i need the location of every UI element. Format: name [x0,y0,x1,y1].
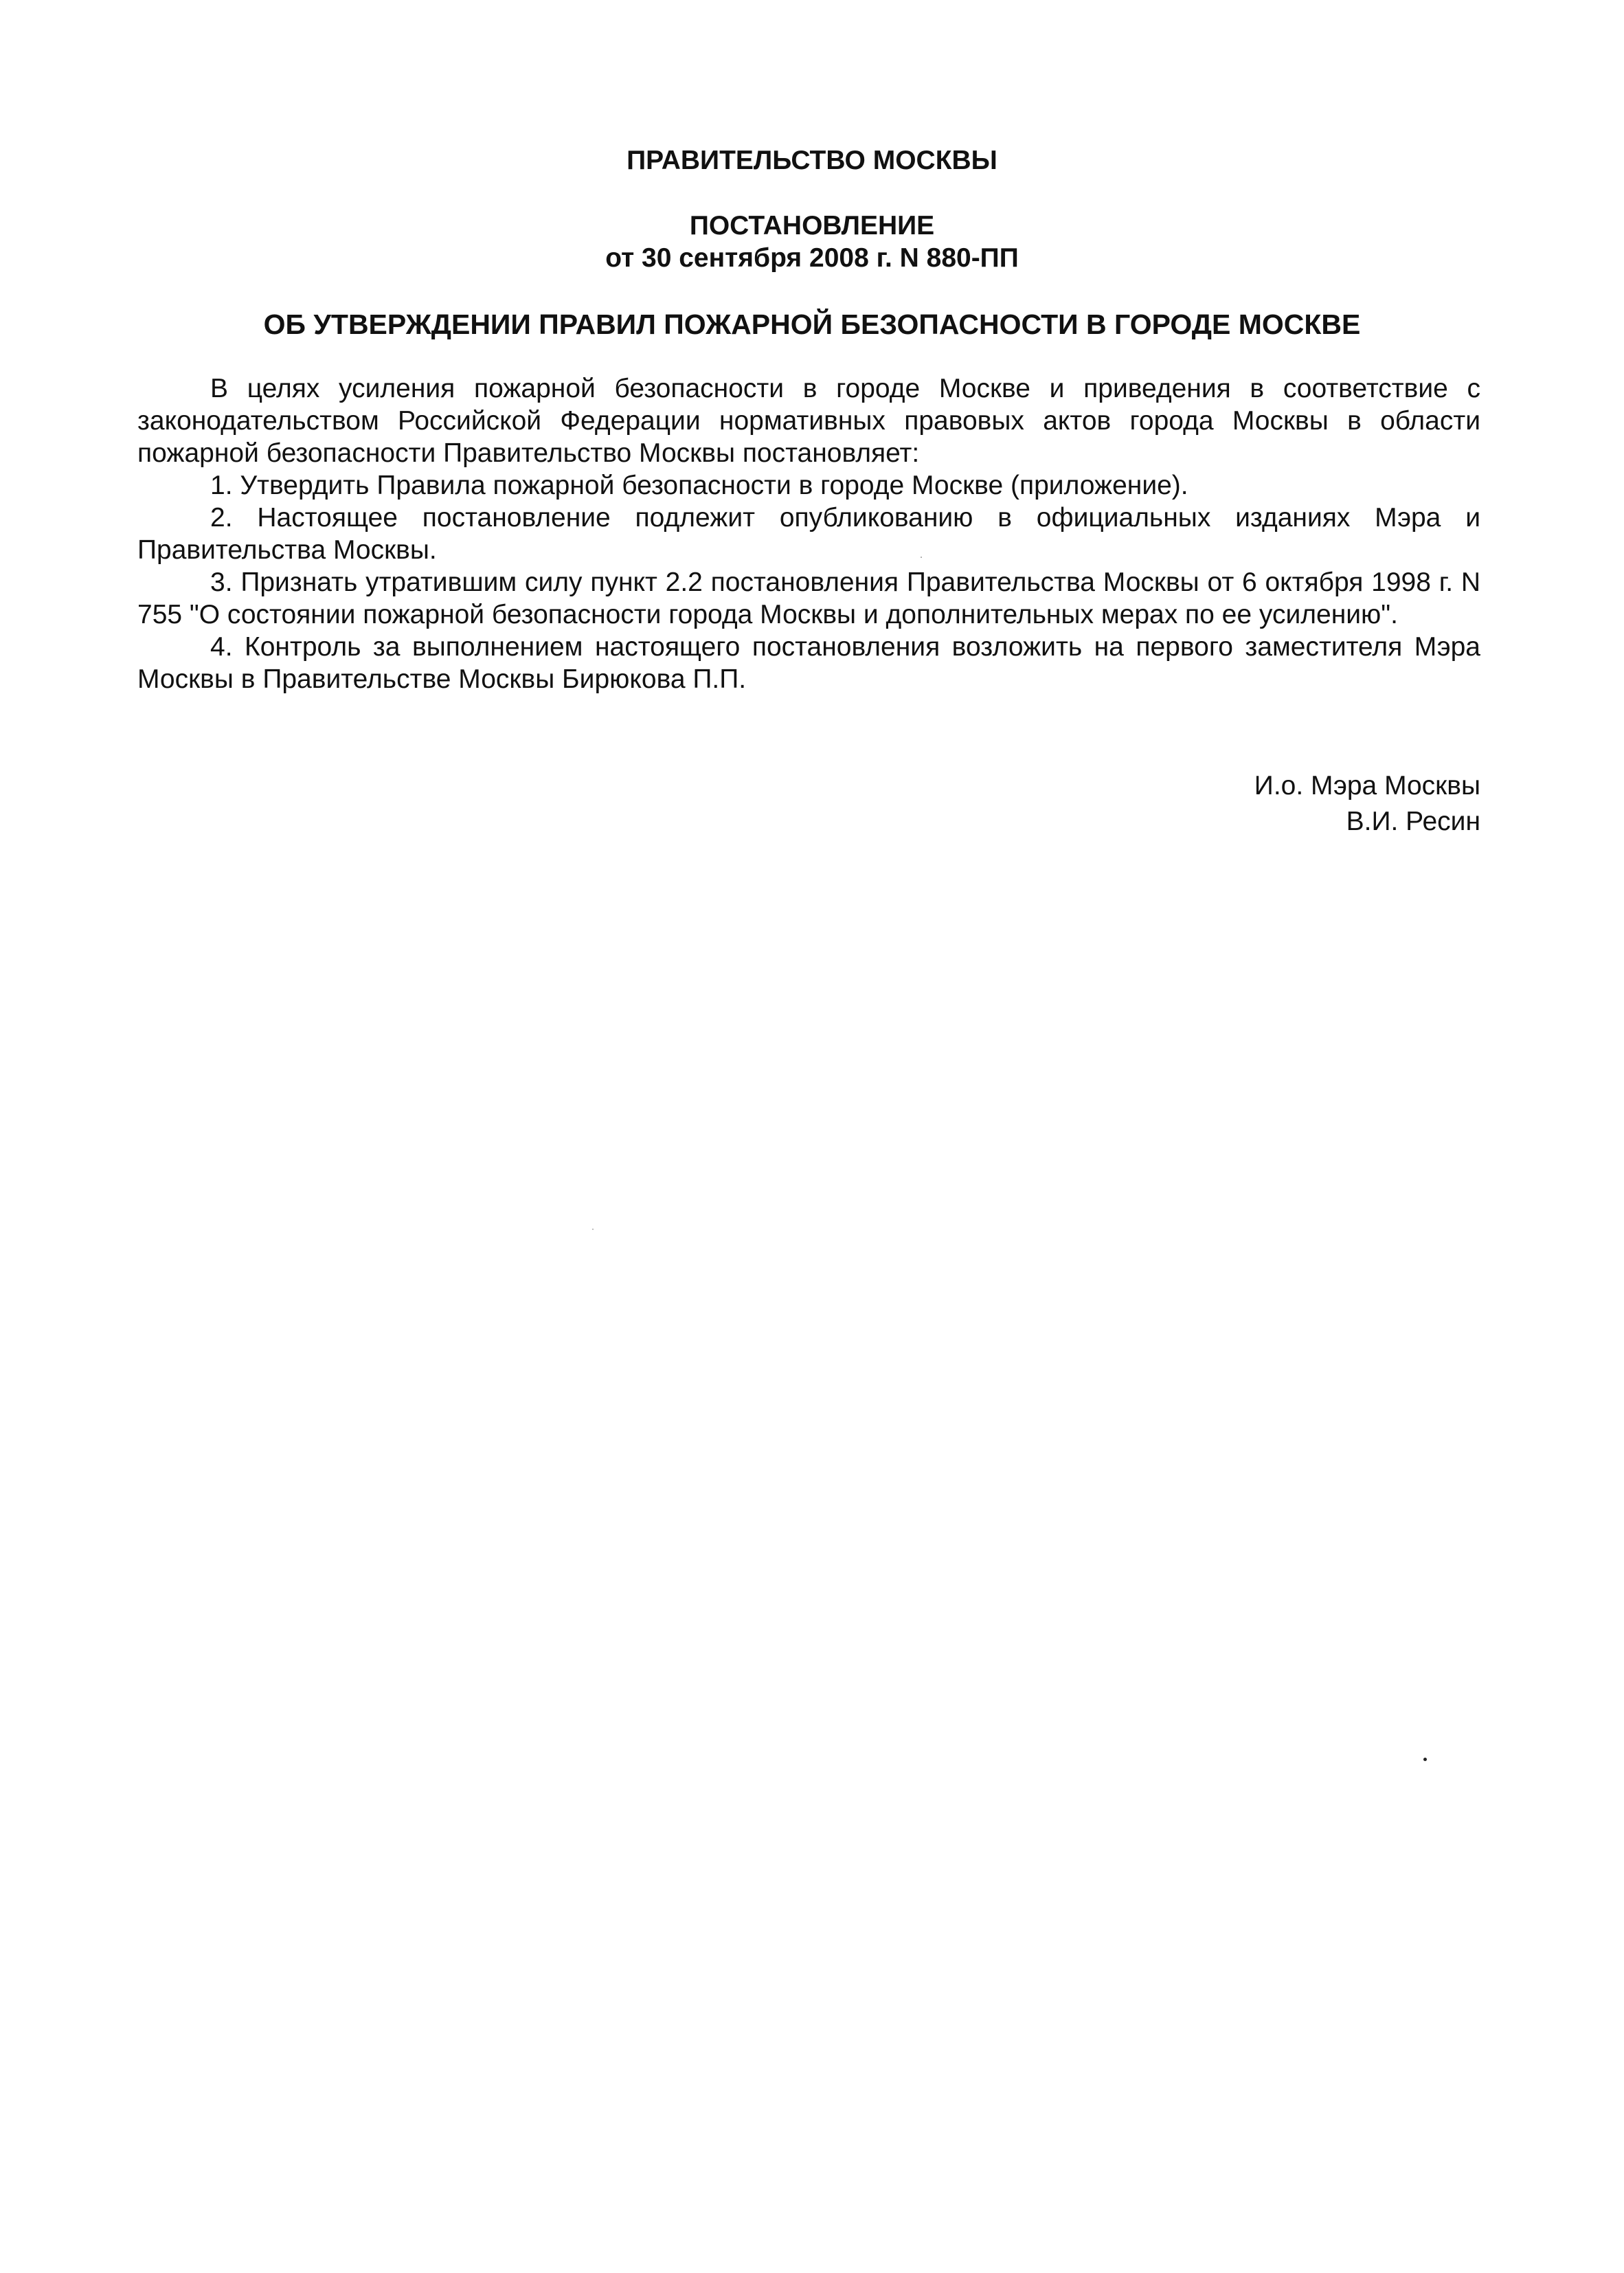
document-body [137,372,1480,695]
document-title: ОБ УТВЕРЖДЕНИИ ПРАВИЛ ПОЖАРНОЙ БЕЗОПАСНОСТИ В ГОРОДЕ МОСКВЕ [263,309,1361,340]
scan-speck [921,557,922,558]
clause-3: 3. Признать утратившим силу пункт 2.2 постановления Правительства Москвы от 6 октября 1998 г. N 755 "О состоянии пожарной безопасности города Москвы и дополнительных мерах по ее усилению". [137,568,1480,629]
signature-block [1254,768,1480,840]
signatory-name: В.И. Ресин [1346,807,1480,836]
clause-2: 2. Настоящее постановление подлежит опубликованию в официальных изданиях Мэра и Правительства Москвы. [137,503,1480,565]
scan-speck [1423,1758,1427,1761]
signatory-position: И.о. Мэра Москвы [1254,771,1480,800]
clause-4: 4. Контроль за выполнением настоящего постановления возложить на первого заместителя Мэра Москвы в Правительстве Москвы Бирюкова П.П. [137,632,1480,694]
clause-1: 1. Утвердить Правила пожарной безопасности в городе Москве (приложение). [210,471,1188,500]
issuing-authority: ПРАВИТЕЛЬСТВО МОСКВЫ [627,146,997,175]
document-type: ПОСТАНОВЛЕНИЕ [689,211,935,240]
preamble-paragraph: В целях усиления пожарной безопасности в городе Москве и приведения в соответствие с законодательством Российской Федерации нормативных правовых актов города Москвы в области пожарной безопасности Правительство Москвы постановляет: [137,374,1480,468]
document-date-number: от 30 сентября 2008 г. N 880-ПП [605,243,1019,273]
scan-speck [592,1229,594,1230]
